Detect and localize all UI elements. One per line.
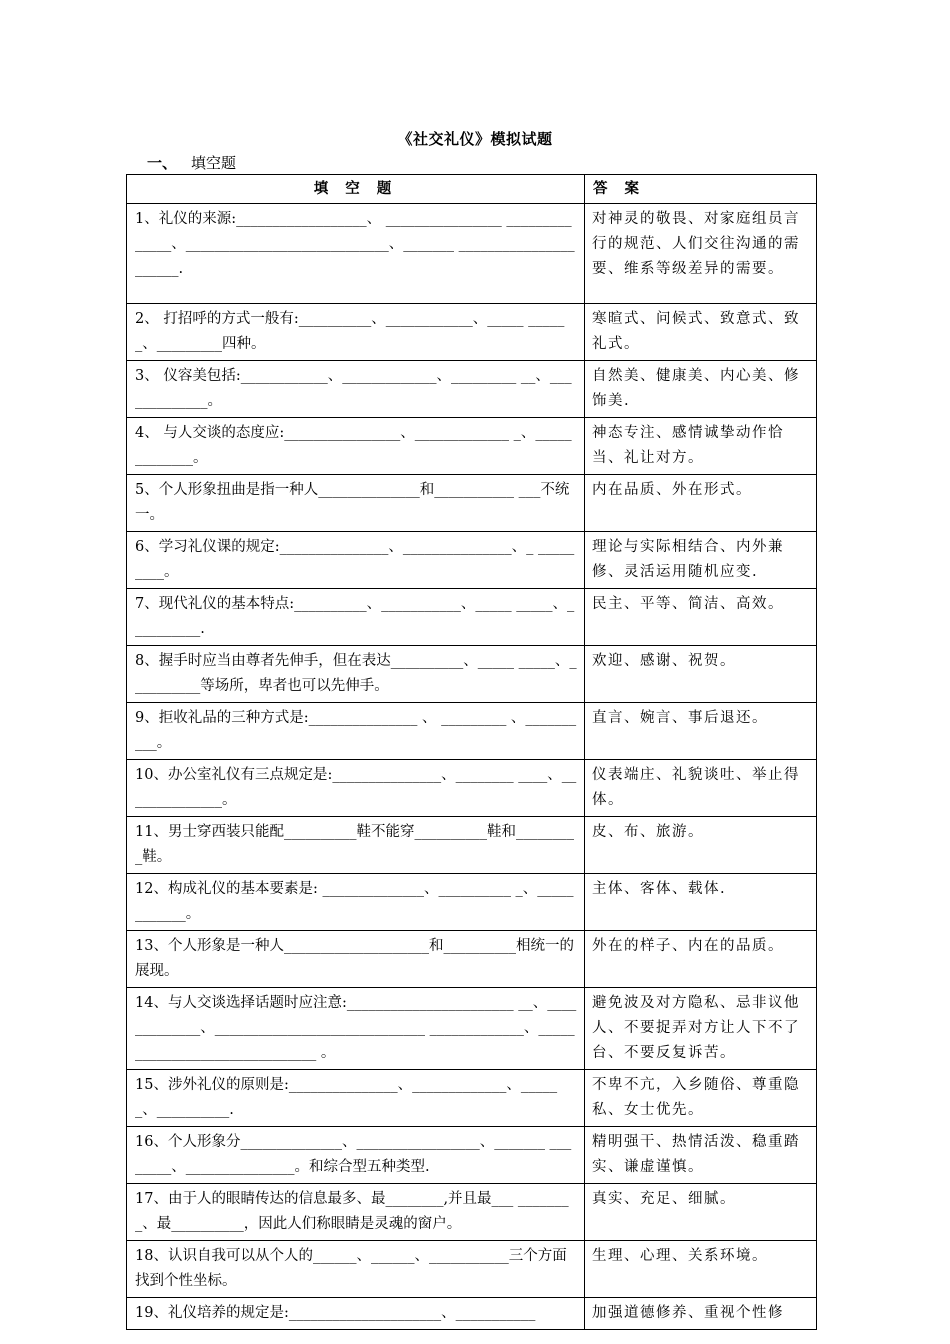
question-cell: 1、礼仪的来源:__________________、 ________________ ______________、____________________________、_______ ______________________. — [127, 204, 585, 304]
table-row — [127, 988, 817, 1070]
table-row — [127, 1241, 817, 1298]
question-cell: 2、 打招呼的方式一般有:__________、____________、_____ ______、_________四种。 — [127, 304, 585, 361]
question-cell: 16、个人形象分______________、_________________、_______ ________、_______________。和综合型五种类型. — [127, 1127, 585, 1184]
question-cell: 6、学习礼仪课的规定:_______________、_______________、_ _________。 — [127, 532, 585, 589]
table-row — [127, 817, 817, 874]
document-title: 《社交礼仪》模拟试题 — [397, 130, 553, 148]
answer-cell: 不卑不亢，入乡随俗、尊重隐私、女士优先。 — [585, 1070, 817, 1127]
section-heading — [147, 152, 236, 173]
question-cell: 8、握手时应当由尊者先伸手，但在表达__________、_____ _____、__________等场所，卑者也可以先伸手。 — [127, 646, 585, 703]
question-cell: 18、认识自我可以从个人的______、______、___________三个方面找到个性坐标。 — [127, 1241, 585, 1298]
answer-cell: 直言、婉言、事后退还。 — [585, 703, 817, 760]
table-row — [127, 1070, 817, 1127]
answer-cell: 生理、心理、关系环境。 — [585, 1241, 817, 1298]
answer-cell: 自然美、健康美、内心美、修饰美. — [585, 361, 817, 418]
answer-cell: 寒暄式、问候式、致意式、致礼式。 — [585, 304, 817, 361]
question-cell: 5、个人形象扭曲是指一种人______________和___________ ___不统一。 — [127, 475, 585, 532]
answer-cell: 外在的样子、内在的品质。 — [585, 931, 817, 988]
question-cell: 10、办公室礼仪有三点规定是:_______________、________ ____、______________。 — [127, 760, 585, 817]
table-row — [127, 418, 817, 475]
question-cell: 15、涉外礼仪的原则是:_______________、_____________、______、__________. — [127, 1070, 585, 1127]
answer-cell: 皮、布、旅游。 — [585, 817, 817, 874]
quiz-table — [126, 174, 817, 1330]
question-cell: 3、 仪容美包括:____________、_____________、_________ __、_____________。 — [127, 361, 585, 418]
table-row — [127, 532, 817, 589]
answer-cell: 精明强干、热情活泼、稳重踏实、谦虚谨慎。 — [585, 1127, 817, 1184]
table-row — [127, 589, 817, 646]
question-cell: 7、现代礼仪的基本特点:__________、___________、_____ _____、__________. — [127, 589, 585, 646]
answer-cell: 神态专注、感情诚挚动作恰当、礼让对方。 — [585, 418, 817, 475]
question-cell: 14、与人交谈选择话题时应注意:_______________________ __、_____________、_____________________________ _____________、______________________________ 。 — [127, 988, 585, 1070]
question-cell: 19、礼仪培养的规定是:_____________________、___________ — [127, 1298, 585, 1330]
answer-cell: 对神灵的敬畏、对家庭组员言行的规范、人们交往沟通的需要、维系等级差异的需要。 — [585, 204, 817, 304]
answer-cell: 内在品质、外在形式。 — [585, 475, 817, 532]
table-row — [127, 304, 817, 361]
table-row — [127, 204, 817, 304]
question-cell: 11、男士穿西装只能配__________鞋不能穿__________鞋和_________鞋。 — [127, 817, 585, 874]
table-row — [127, 361, 817, 418]
answer-cell: 欢迎、感谢、祝贺。 — [585, 646, 817, 703]
answer-cell: 避免波及对方隐私、忌非议他人、不要捉弄对方让人下不了台、不要反复诉苦。 — [585, 988, 817, 1070]
question-cell: 9、拒收礼品的三种方式是:_______________ 、 _________ 、__________。 — [127, 703, 585, 760]
table-header-row — [127, 175, 817, 204]
question-cell: 4、 与人交谈的态度应:________________、_____________ _、_____________。 — [127, 418, 585, 475]
answer-cell: 真实、充足、细腻。 — [585, 1184, 817, 1241]
answer-cell: 民主、平等、简洁、高效。 — [585, 589, 817, 646]
section-number: 一、 — [147, 154, 178, 172]
section-label: 填空题 — [191, 154, 237, 172]
header-answer: 答 案 — [585, 175, 817, 204]
table-row — [127, 931, 817, 988]
answer-cell: 理论与实际相结合、内外兼修、灵活运用随机应变. — [585, 532, 817, 589]
table-row — [127, 874, 817, 931]
question-cell: 13、个人形象是一种人____________________和__________相统一的展现。 — [127, 931, 585, 988]
table-row — [127, 760, 817, 817]
question-cell: 12、构成礼仪的基本要素是: ______________、__________ _、____________。 — [127, 874, 585, 931]
question-cell: 17、由于人的眼睛传达的信息最多、最________,并且最___ ________、最__________，因此人们称眼睛是灵魂的窗户。 — [127, 1184, 585, 1241]
table-row — [127, 1127, 817, 1184]
table-row — [127, 1184, 817, 1241]
header-question: 填 空 题 — [127, 175, 585, 204]
answer-cell: 主体、客体、载体. — [585, 874, 817, 931]
table-row — [127, 703, 817, 760]
table-row — [127, 646, 817, 703]
table-row — [127, 1298, 817, 1330]
table-row — [127, 475, 817, 532]
answer-cell: 仪表端庄、礼貌谈吐、举止得体。 — [585, 760, 817, 817]
answer-cell: 加强道德修养、重视个性修 — [585, 1298, 817, 1330]
